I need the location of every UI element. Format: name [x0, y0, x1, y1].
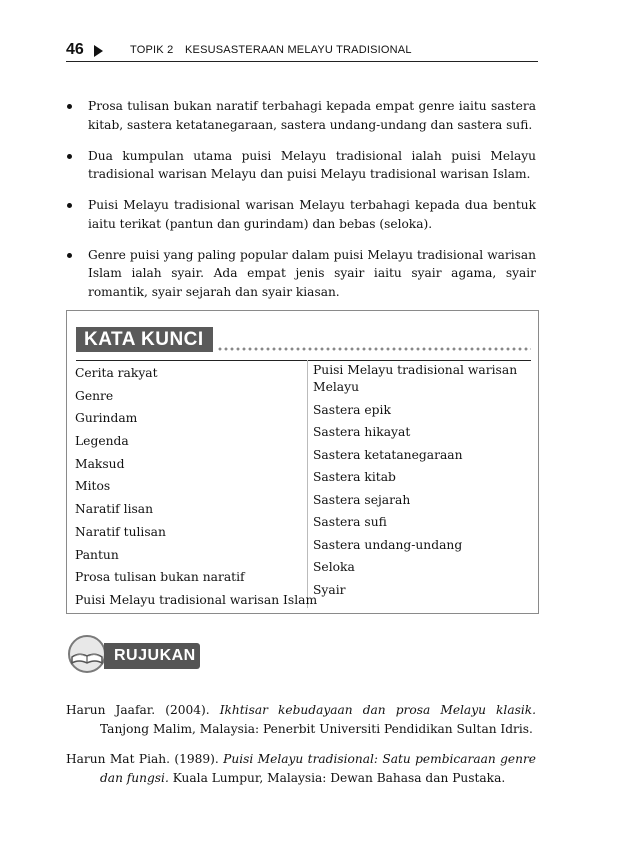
rujukan-title: RUJUKAN	[104, 643, 200, 669]
keyword-item: Legenda	[75, 434, 129, 449]
bullet-item	[66, 196, 536, 233]
keyword-item: Gurindam	[75, 411, 138, 426]
summary-bullets	[66, 97, 536, 314]
kata-kunci-box	[66, 310, 539, 614]
keyword-item: Pantun	[75, 547, 119, 562]
bullet-item	[66, 147, 536, 184]
keyword-item: Prosa tulisan bukan naratif	[75, 570, 245, 585]
keyword-item: Sastera sejarah	[313, 492, 411, 507]
keyword-item: Mitos	[75, 479, 111, 494]
bullet-text: Puisi Melayu tradisional warisan Melayu terbahagi kepada dua bentuk iaitu terikat (pantun dan gurindam) dan bebas (seloka).	[88, 198, 536, 231]
reference-title: Ikhtisar kebudayaan dan prosa Melayu klasik.	[219, 703, 536, 718]
keyword-item: Sastera undang-undang	[313, 537, 463, 552]
page-header	[66, 41, 538, 62]
bullet-dot-icon	[67, 253, 72, 258]
reference-author: Harun Jaafar. (2004).	[66, 703, 220, 718]
bullet-dot-icon	[67, 104, 72, 109]
keyword-item: Puisi Melayu tradisional warisan Melayu	[313, 363, 518, 394]
bullet-text: Prosa tulisan bukan naratif terbahagi kepada empat genre iaitu sastera kitab, sastera ketatanegaraan, sastera undang-undang dan sastera sufi.	[88, 99, 536, 132]
keyword-item: Seloka	[313, 560, 355, 574]
keyword-item: Cerita rakyat	[75, 366, 158, 380]
reference-title: Puisi Melayu tradisional: Satu pembicaraan genre dan fungsi.	[100, 752, 537, 785]
keyword-item: Naratif tulisan	[75, 524, 166, 539]
bullet-dot-icon	[67, 203, 72, 208]
keyword-item: Sastera epik	[313, 402, 391, 417]
keyword-list-right	[313, 362, 533, 604]
dotted-divider	[217, 347, 531, 351]
keyword-item: Sastera ketatanegaraan	[313, 447, 463, 462]
keyword-item: Sastera hikayat	[313, 425, 411, 439]
chapter-label: TOPIK 2	[130, 44, 174, 56]
keyword-list-left	[75, 362, 318, 612]
reference-publisher: Tanjong Malim, Malaysia: Penerbit Universiti Pendidikan Sultan Idris.	[100, 721, 533, 736]
bullet-text: Dua kumpulan utama puisi Melayu tradisional ialah puisi Melayu tradisional warisan Melayu dan puisi Melayu tradisional warisan Islam.	[88, 148, 536, 181]
open-book-icon	[66, 635, 108, 673]
keyword-item: Puisi Melayu tradisional warisan Islam	[75, 592, 318, 607]
arrow-right-icon	[94, 45, 103, 57]
keyword-item: Sastera kitab	[313, 470, 396, 484]
column-divider	[307, 360, 308, 608]
keyword-item: Naratif lisan	[75, 502, 154, 517]
reference-item	[66, 701, 536, 738]
keyword-item: Maksud	[75, 456, 125, 471]
kata-kunci-title: KATA KUNCI	[76, 327, 213, 352]
keyword-item: Genre	[75, 388, 114, 403]
bullet-item	[66, 97, 536, 134]
reference-list	[66, 689, 536, 798]
keyword-item: Sastera sufi	[313, 515, 387, 529]
bullet-dot-icon	[67, 154, 72, 159]
reference-publisher: Kuala Lumpur, Malaysia: Dewan Bahasa dan Pustaka.	[168, 770, 506, 785]
page-number: 46	[66, 41, 84, 58]
keyword-item: Syair	[313, 582, 346, 597]
reference-item	[66, 750, 536, 787]
section-divider	[76, 360, 531, 361]
bullet-text: Genre puisi yang paling popular dalam puisi Melayu tradisional warisan Islam ialah syair. Ada empat jenis syair iaitu syair agama, syair romantik, syair sejarah dan syair kiasan.	[88, 247, 536, 299]
chapter-title: KESUSASTERAAN MELAYU TRADISIONAL	[185, 44, 412, 56]
reference-author: Harun Mat Piah. (1989).	[66, 752, 224, 767]
bullet-item	[66, 246, 536, 302]
